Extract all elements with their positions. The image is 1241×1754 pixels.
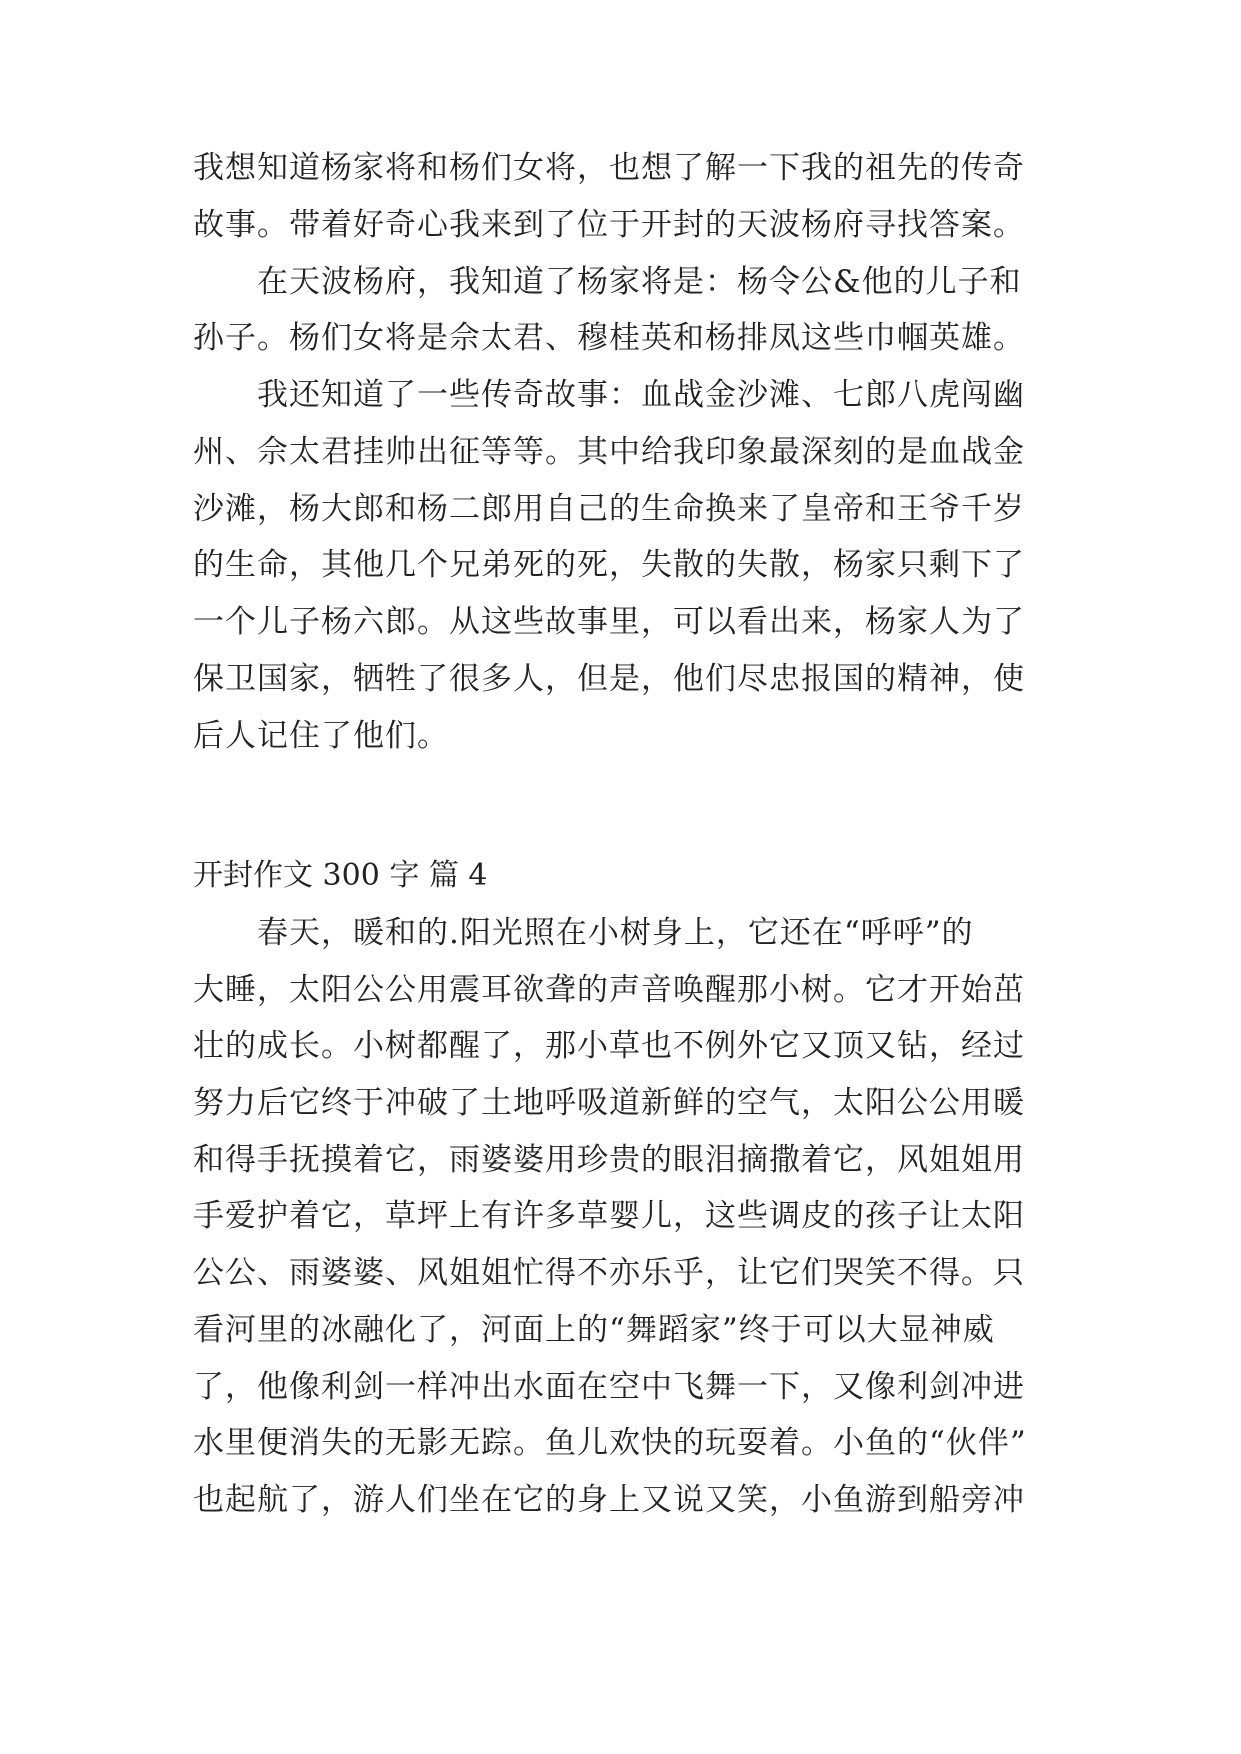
paragraph-line: 手爱护着它，草坪上有许多草婴儿，这些调皮的孩子让太阳 [193, 1198, 1025, 1234]
paragraph-line: 孙子。杨们女将是佘太君、穆桂英和杨排凤这些巾帼英雄。 [193, 320, 1025, 356]
paragraph-line: 水里便消失的无影无踪。鱼儿欢快的玩耍着。小鱼的“伙伴” [193, 1425, 1027, 1461]
section-heading: 开封作文 300 字 篇 4 [193, 858, 488, 893]
paragraph-line: 的生命，其他几个兄弟死的死，失散的失散，杨家只剩下了 [193, 547, 1025, 583]
paragraph-line: 一个儿子杨六郎。从这些故事里，可以看出来，杨家人为了 [193, 604, 1025, 640]
paragraph-line: 保卫国家，牺牲了很多人，但是，他们尽忠报国的精神，使 [193, 661, 1025, 697]
paragraph-line: 看河里的冰融化了，河面上的“舞蹈家”终于可以大显神威 [193, 1312, 995, 1348]
paragraph-line: 了，他像利剑一样冲出水面在空中飞舞一下，又像利剑冲进 [193, 1369, 1025, 1405]
paragraph-line: 州、佘太君挂帅出征等等。其中给我印象最深刻的是血战金 [193, 434, 1025, 470]
paragraph-line: 和得手抚摸着它，雨婆婆用珍贵的眼泪摘撒着它，风姐姐用 [193, 1142, 1025, 1178]
paragraph-line: 大睡，太阳公公用震耳欲聋的声音唤醒那小树。它才开始茁 [193, 972, 1025, 1008]
paragraph-line: 春天，暖和的.阳光照在小树身上，它还在“呼呼”的 [193, 915, 974, 951]
paragraph-line: 努力后它终于冲破了土地呼吸道新鲜的空气，太阳公公用暖 [193, 1085, 1025, 1121]
paragraph-line: 故事。带着好奇心我来到了位于开封的天波杨府寻找答案。 [193, 207, 1025, 243]
paragraph-line: 也起航了，游人们坐在它的身上又说又笑，小鱼游到船旁冲 [193, 1482, 1025, 1518]
paragraph-line: 壮的成长。小树都醒了，那小草也不例外它又顶又钻，经过 [193, 1028, 1025, 1064]
paragraph-line: 我还知道了一些传奇故事：血战金沙滩、七郎八虎闯幽 [193, 377, 1025, 413]
paragraph-line: 沙滩，杨大郎和杨二郎用自己的生命换来了皇帝和王爷千岁 [193, 491, 1025, 527]
paragraph-line: 在天波杨府，我知道了杨家将是：杨令公&他的儿子和 [193, 264, 1022, 300]
paragraph-line: 后人记住了他们。 [193, 718, 449, 754]
paragraph-line: 公公、雨婆婆、风姐姐忙得不亦乐乎，让它们哭笑不得。只 [193, 1255, 1025, 1291]
paragraph-line: 我想知道杨家将和杨们女将，也想了解一下我的祖先的传奇 [193, 150, 1025, 186]
